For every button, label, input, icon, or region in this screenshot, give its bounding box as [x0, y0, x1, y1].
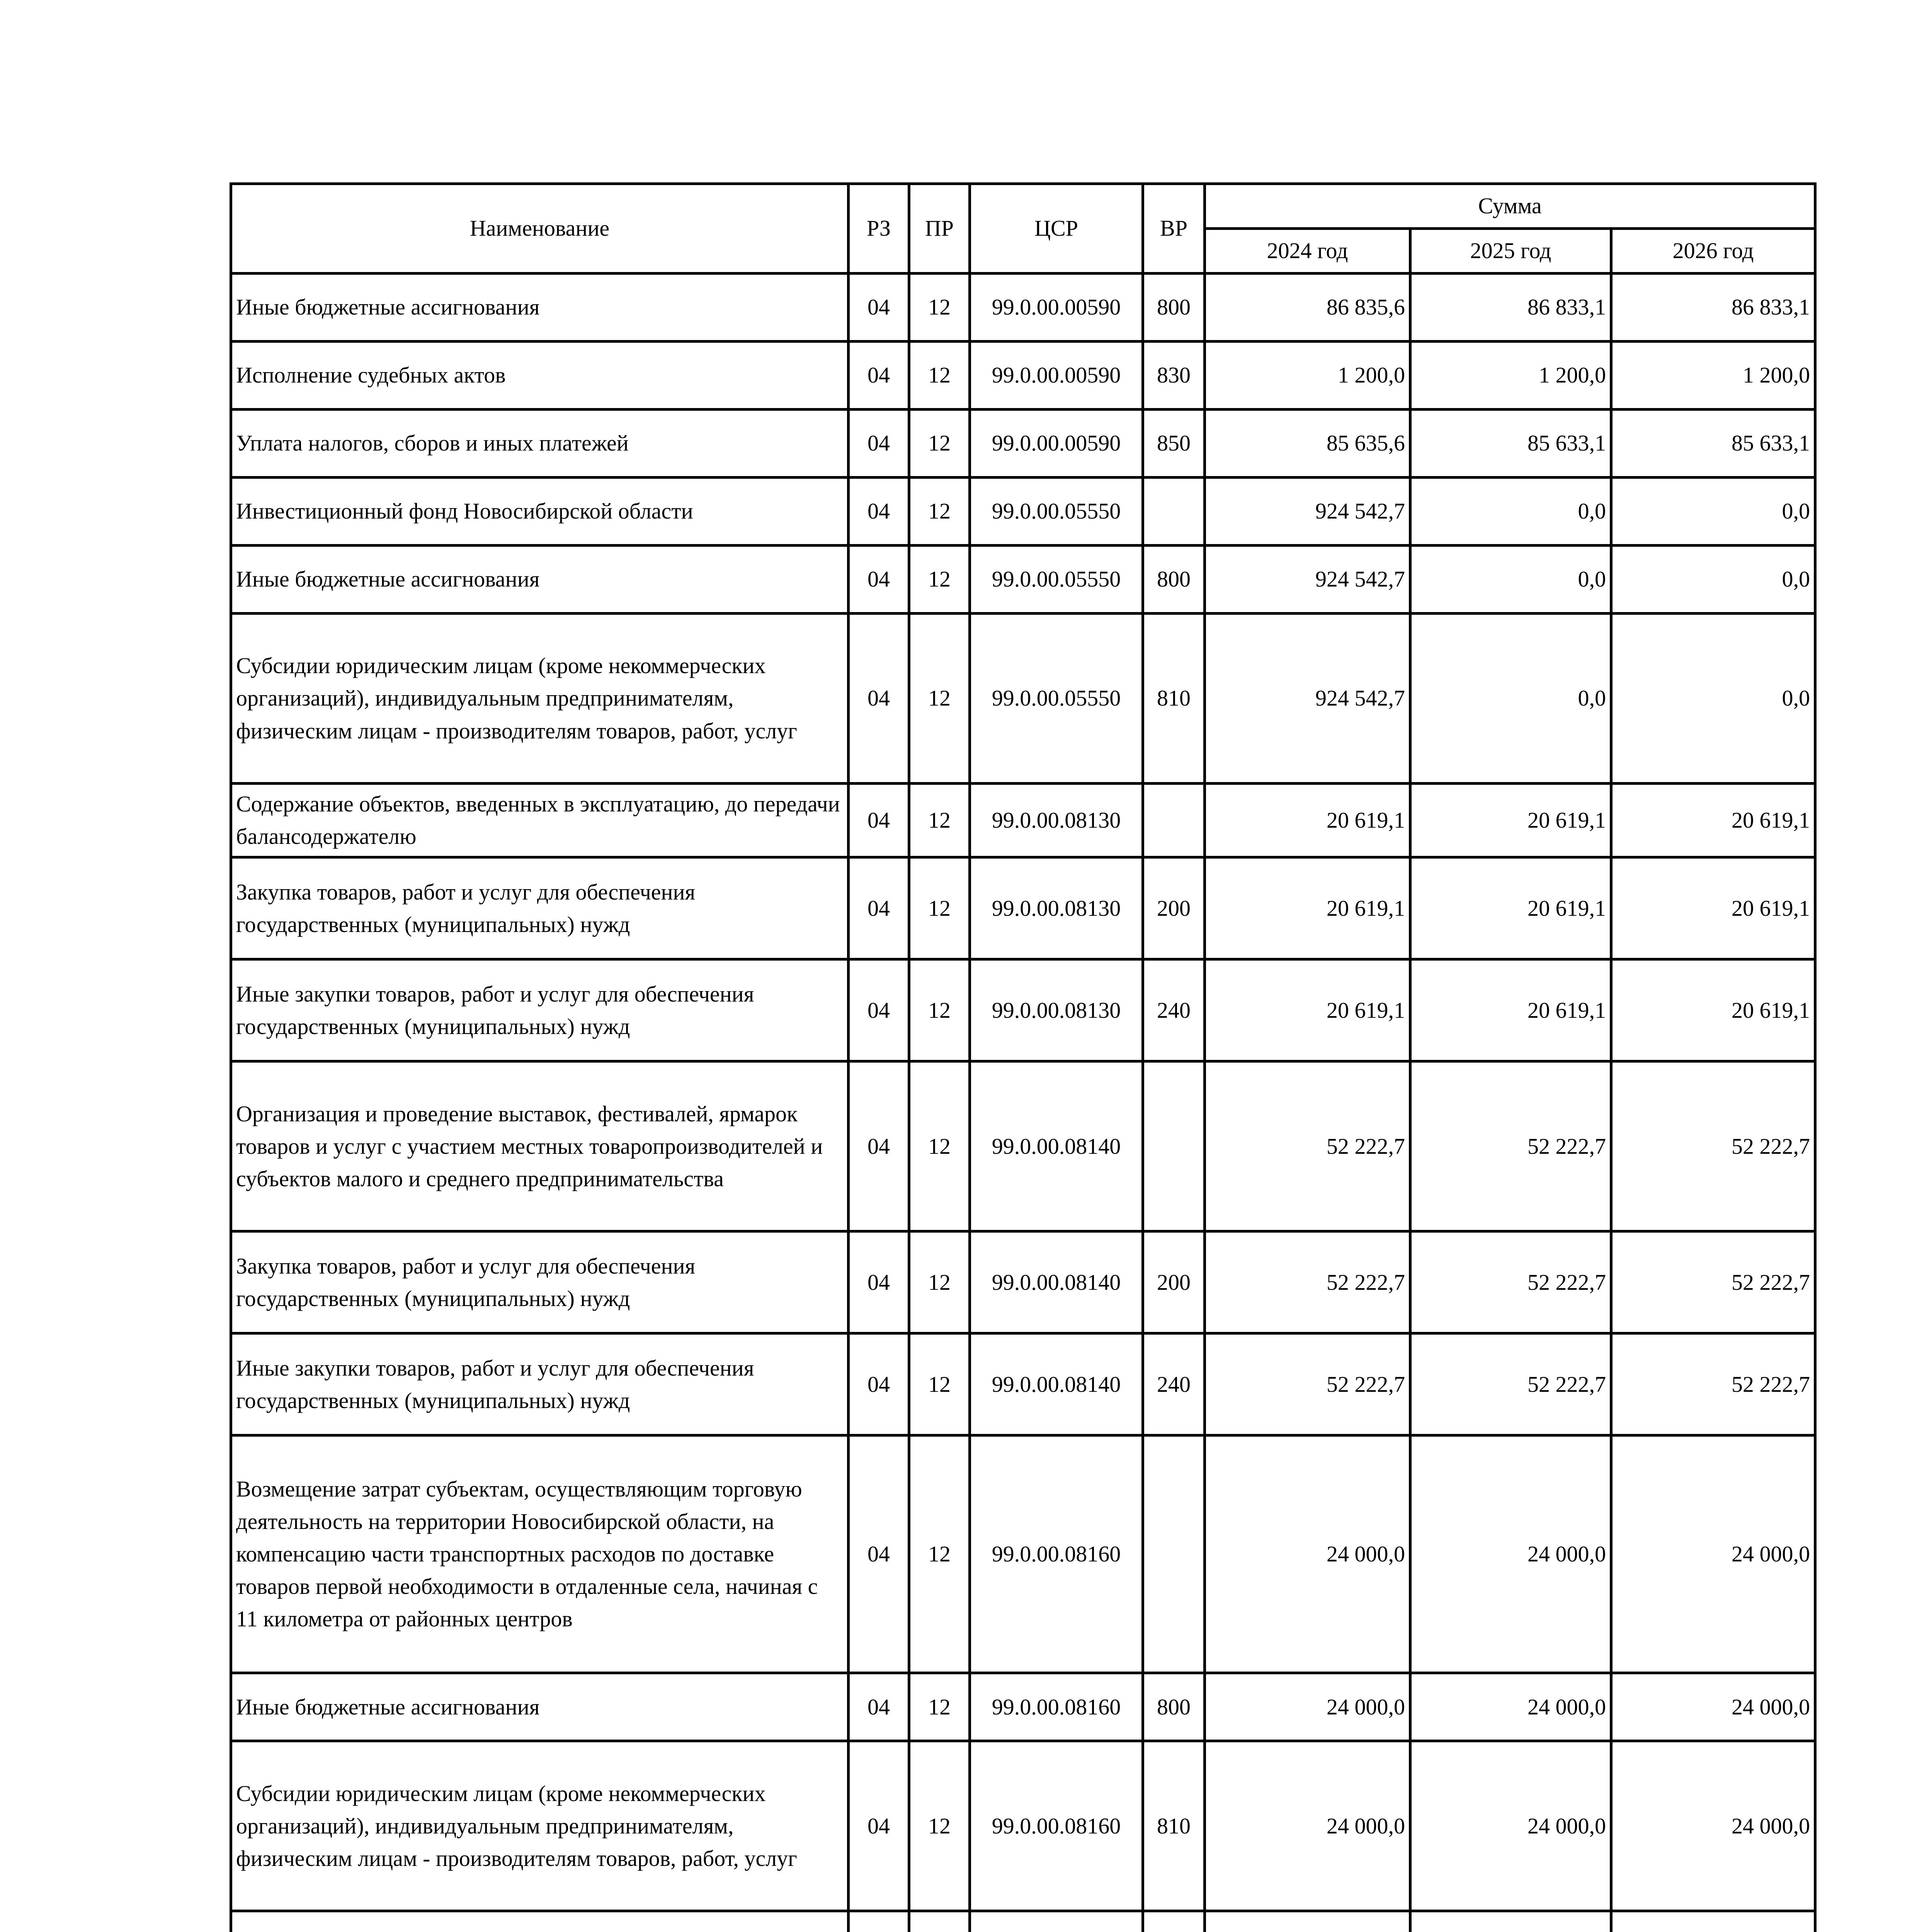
table-header	[231, 184, 1815, 274]
cell-vr: 800	[1143, 274, 1205, 342]
cell-pr: 12	[909, 1741, 970, 1911]
cell-2025: 0,0	[1410, 614, 1611, 784]
cell-2024: 86 835,6	[1205, 274, 1410, 342]
cell-name: Иные бюджетные ассигнования	[231, 1673, 849, 1741]
table-row	[231, 546, 1815, 614]
cell-name: Иные закупки товаров, работ и услуг для обеспечения государственных (муниципальных) нужд	[231, 959, 849, 1061]
cell-csr: 99.0.00.08140	[970, 1231, 1143, 1333]
cell-2024: 924 542,7	[1205, 546, 1410, 614]
cell-2024: 1 200,0	[1205, 342, 1410, 410]
cell-name: Иные бюджетные ассигнования	[231, 546, 849, 614]
cell-2026: 1 200,0	[1611, 342, 1815, 410]
cell-name: Субсидии юридическим лицам (кроме некоммерческих организаций), индивидуальным предпринимателям, физическим лицам - производителям товаров, работ, услуг	[231, 614, 849, 784]
cell-pr: 12	[909, 1061, 970, 1231]
header-rz: РЗ	[849, 184, 909, 274]
cell-2025: 0,0	[1410, 546, 1611, 614]
cell-csr: 99.0.00.05550	[970, 546, 1143, 614]
header-csr: ЦСР	[970, 184, 1143, 274]
table-row	[231, 784, 1815, 857]
cell-name: Инвестиционный фонд Новосибирской области	[231, 478, 849, 546]
cell-pr: 12	[909, 1333, 970, 1435]
cell-name: Закупка товаров, работ и услуг для обеспечения государственных (муниципальных) нужд	[231, 857, 849, 959]
cell-2025: 86 833,1	[1410, 274, 1611, 342]
cell-2026: 24 000,0	[1611, 1435, 1815, 1673]
cell-2024: 52 222,7	[1205, 1231, 1410, 1333]
table-row	[231, 274, 1815, 342]
cell-vr	[1143, 1435, 1205, 1673]
cell-2024: 52 222,7	[1205, 1333, 1410, 1435]
cell-2025: 0,0	[1410, 478, 1611, 546]
header-2024: 2024 год	[1205, 229, 1410, 274]
cell-csr: 99.0.00.08130	[970, 959, 1143, 1061]
cell-2024: 20 619,1	[1205, 784, 1410, 857]
cell-vr: 200	[1143, 1231, 1205, 1333]
cell-2026: 24 000,0	[1611, 1673, 1815, 1741]
cell-rz: 04	[849, 1741, 909, 1911]
cell-csr: 99.0.00.08160	[970, 1673, 1143, 1741]
cell-pr: 12	[909, 1673, 970, 1741]
cell-rz: 04	[849, 1435, 909, 1673]
table-row	[231, 342, 1815, 410]
cell-2026: 52 222,7	[1611, 1061, 1815, 1231]
table-row	[231, 1741, 1815, 1911]
cell-name	[231, 1911, 849, 1932]
cell-2026: 20 619,1	[1611, 857, 1815, 959]
cell-2024: 924 542,7	[1205, 478, 1410, 546]
cell-csr: 99.0.00.05550	[970, 478, 1143, 546]
header-2026: 2026 год	[1611, 229, 1815, 274]
cell-pr: 12	[909, 1231, 970, 1333]
cell-rz: 04	[849, 274, 909, 342]
cell-vr: 810	[1143, 1741, 1205, 1911]
header-pr: ПР	[909, 184, 970, 274]
cell-rz: 04	[849, 1231, 909, 1333]
cell-pr: 12	[909, 342, 970, 410]
cell-2025: 20 619,1	[1410, 857, 1611, 959]
cell-csr: 99.0.00.08160	[970, 1741, 1143, 1911]
cell-vr: 800	[1143, 546, 1205, 614]
cell-name: Иные бюджетные ассигнования	[231, 274, 849, 342]
cell-rz: 04	[849, 857, 909, 959]
cell-name: Закупка товаров, работ и услуг для обеспечения государственных (муниципальных) нужд	[231, 1231, 849, 1333]
cell-pr: 12	[909, 784, 970, 857]
cell-rz: 04	[849, 478, 909, 546]
cell-vr: 800	[1143, 1673, 1205, 1741]
cell-name: Исполнение судебных актов	[231, 342, 849, 410]
cell-2025: 1 200,0	[1410, 342, 1611, 410]
cell-2026: 52 222,7	[1611, 1231, 1815, 1333]
cell-vr: 850	[1143, 410, 1205, 478]
table-row	[231, 478, 1815, 546]
cell-pr	[909, 1911, 970, 1932]
cell-2025: 20 619,1	[1410, 784, 1611, 857]
cell-2025: 20 619,1	[1410, 959, 1611, 1061]
cell-pr: 12	[909, 1435, 970, 1673]
header-vr: ВР	[1143, 184, 1205, 274]
cell-vr: 810	[1143, 614, 1205, 784]
header-name: Наименование	[231, 184, 849, 274]
cell-2024: 24 000,0	[1205, 1435, 1410, 1673]
cell-name: Иные закупки товаров, работ и услуг для обеспечения государственных (муниципальных) нужд	[231, 1333, 849, 1435]
table-body	[231, 274, 1815, 1932]
cell-vr	[1143, 1061, 1205, 1231]
cell-2025: 24 000,0	[1410, 1435, 1611, 1673]
cell-2026: 20 619,1	[1611, 959, 1815, 1061]
cell-csr	[970, 1911, 1143, 1932]
cell-pr: 12	[909, 274, 970, 342]
cell-csr: 99.0.00.08160	[970, 1435, 1143, 1673]
cell-2026: 24 000,0	[1611, 1741, 1815, 1911]
cell-rz: 04	[849, 342, 909, 410]
cell-rz: 04	[849, 546, 909, 614]
cell-2025: 24 000,0	[1410, 1673, 1611, 1741]
cell-2026: 0,0	[1611, 478, 1815, 546]
table-row	[231, 410, 1815, 478]
table-row	[231, 1673, 1815, 1741]
cell-rz: 04	[849, 959, 909, 1061]
cell-pr: 12	[909, 614, 970, 784]
cell-vr	[1143, 784, 1205, 857]
cell-2024	[1205, 1911, 1410, 1932]
cell-vr	[1143, 478, 1205, 546]
cell-2026	[1611, 1911, 1815, 1932]
cell-rz: 04	[849, 1061, 909, 1231]
cell-name: Организация и проведение выставок, фестивалей, ярмарок товаров и услуг с участием местных товаропроизводителей и субъектов малого и среднего предпринимательства	[231, 1061, 849, 1231]
table-row	[231, 1435, 1815, 1673]
cell-2026: 0,0	[1611, 614, 1815, 784]
cell-2024: 924 542,7	[1205, 614, 1410, 784]
cell-csr: 99.0.00.05550	[970, 614, 1143, 784]
cell-2025: 52 222,7	[1410, 1231, 1611, 1333]
cell-2026: 52 222,7	[1611, 1333, 1815, 1435]
cell-pr: 12	[909, 959, 970, 1061]
cell-csr: 99.0.00.08140	[970, 1061, 1143, 1231]
cell-csr: 99.0.00.08130	[970, 857, 1143, 959]
cell-rz: 04	[849, 410, 909, 478]
cell-name: Содержание объектов, введенных в эксплуатацию, до передачи балансодержателю	[231, 784, 849, 857]
cell-csr: 99.0.00.08140	[970, 1333, 1143, 1435]
cell-vr: 240	[1143, 1333, 1205, 1435]
cell-2026: 85 633,1	[1611, 410, 1815, 478]
cell-2026: 86 833,1	[1611, 274, 1815, 342]
cell-2026: 0,0	[1611, 546, 1815, 614]
cell-vr: 830	[1143, 342, 1205, 410]
cell-2026: 20 619,1	[1611, 784, 1815, 857]
cell-2024: 20 619,1	[1205, 857, 1410, 959]
table-row	[231, 1231, 1815, 1333]
cell-rz: 04	[849, 1673, 909, 1741]
cell-name: Субсидии юридическим лицам (кроме некоммерческих организаций), индивидуальным предпринимателям, физическим лицам - производителям товаров, работ, услуг	[231, 1741, 849, 1911]
cell-rz: 04	[849, 1333, 909, 1435]
cell-pr: 12	[909, 857, 970, 959]
cell-csr: 99.0.00.00590	[970, 410, 1143, 478]
cell-rz: 04	[849, 614, 909, 784]
cell-name: Уплата налогов, сборов и иных платежей	[231, 410, 849, 478]
table-row	[231, 959, 1815, 1061]
cell-vr	[1143, 1911, 1205, 1932]
cell-2024: 24 000,0	[1205, 1741, 1410, 1911]
cell-name: Возмещение затрат субъектам, осуществляющим торговую деятельность на территории Новосибирской области, на компенсацию части транспортных расходов по доставке товаров первой необходимости в отдаленные села, начиная с 11 километра от районных центров	[231, 1435, 849, 1673]
cell-pr: 12	[909, 546, 970, 614]
table-row	[231, 1061, 1815, 1231]
cell-rz	[849, 1911, 909, 1932]
cell-2024: 20 619,1	[1205, 959, 1410, 1061]
cell-2024: 24 000,0	[1205, 1673, 1410, 1741]
cell-csr: 99.0.00.00590	[970, 342, 1143, 410]
cell-csr: 99.0.00.00590	[970, 274, 1143, 342]
cell-2025: 85 633,1	[1410, 410, 1611, 478]
cell-2025: 52 222,7	[1410, 1333, 1611, 1435]
table-row	[231, 1333, 1815, 1435]
header-2025: 2025 год	[1410, 229, 1611, 274]
table-row	[231, 1911, 1815, 1932]
cell-2025: 24 000,0	[1410, 1741, 1611, 1911]
cell-vr: 200	[1143, 857, 1205, 959]
header-sum: Сумма	[1205, 184, 1815, 229]
cell-csr: 99.0.00.08130	[970, 784, 1143, 857]
cell-vr: 240	[1143, 959, 1205, 1061]
budget-table	[230, 182, 1817, 1932]
cell-pr: 12	[909, 478, 970, 546]
cell-2024: 52 222,7	[1205, 1061, 1410, 1231]
table-row	[231, 614, 1815, 784]
cell-2024: 85 635,6	[1205, 410, 1410, 478]
table-row	[231, 857, 1815, 959]
cell-2025: 52 222,7	[1410, 1061, 1611, 1231]
cell-rz: 04	[849, 784, 909, 857]
cell-2025	[1410, 1911, 1611, 1932]
cell-pr: 12	[909, 410, 970, 478]
